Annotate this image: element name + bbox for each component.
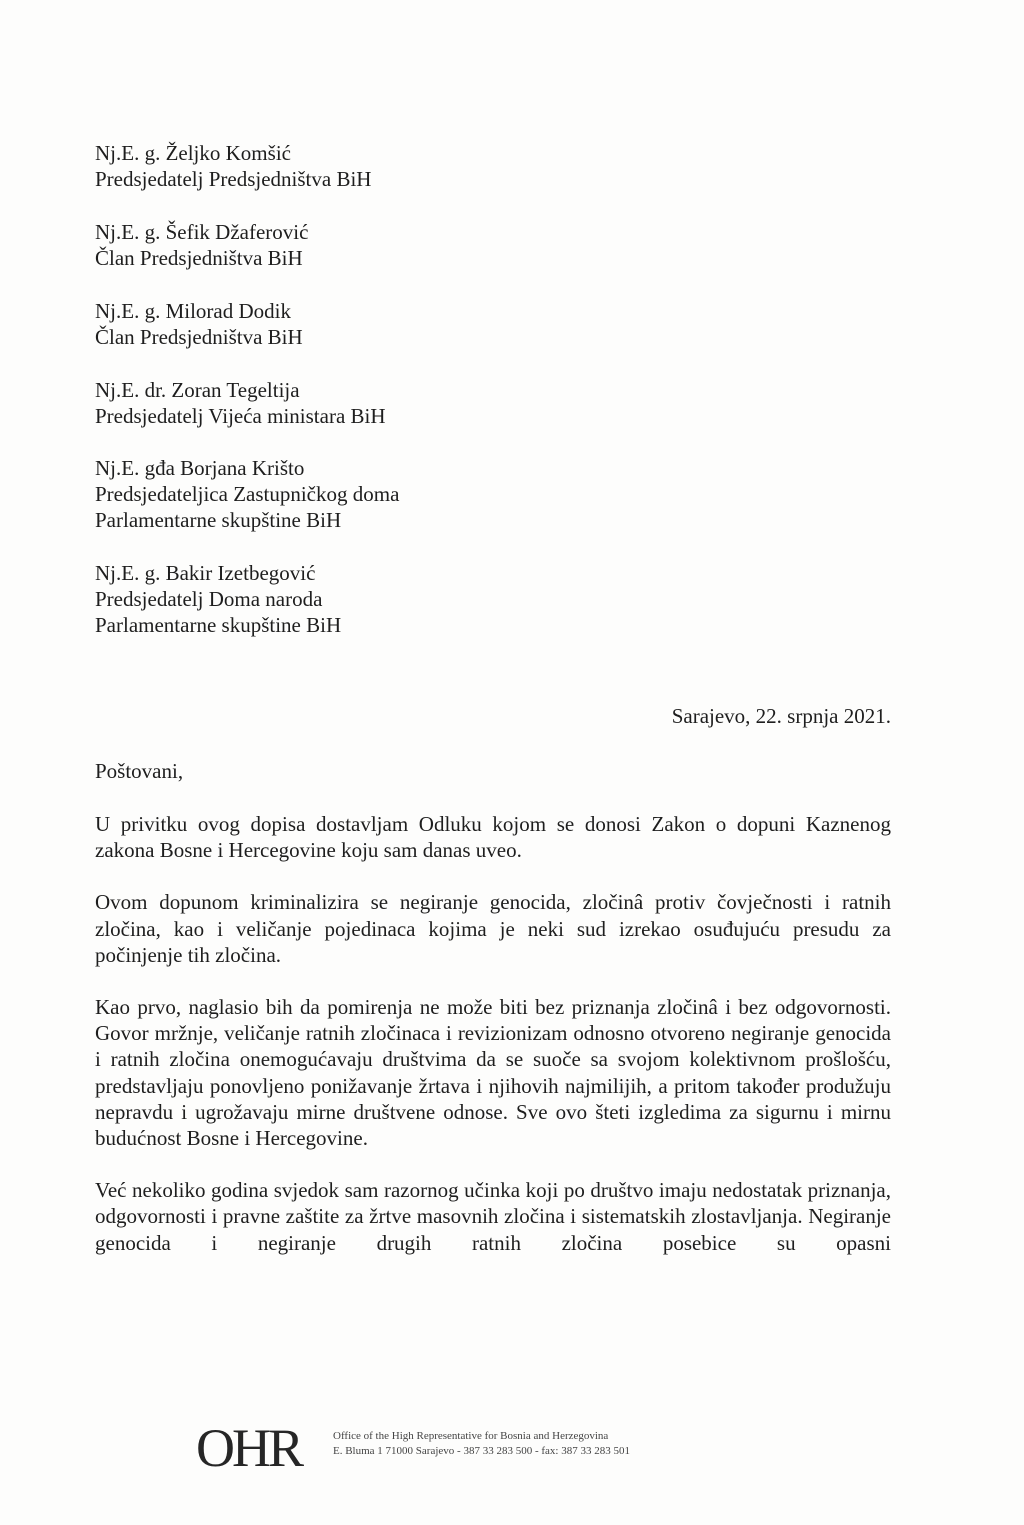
body-paragraph: U privitku ovog dopisa dostavljam Odluku kojom se donosi Zakon o dopuni Kaznenog zakona Bosne i Hercegovine koju sam danas uveo. (95, 812, 891, 863)
recipient-name: Nj.E. dr. Zoran Tegeltija (95, 378, 300, 402)
recipient-name: Nj.E. g. Šefik Džaferović (95, 220, 309, 244)
ohr-logo: OHR (196, 1418, 302, 1478)
recipient-title: Predsjedateljica Zastupničkog doma (95, 482, 400, 506)
recipient-title: Predsjedatelj Doma naroda (95, 587, 323, 611)
footer-contact (333, 1429, 630, 1459)
letterhead-footer (196, 1418, 816, 1478)
office-address: E. Bluma 1 71000 Sarajevo - 387 33 283 500 - fax: 387 33 283 501 (333, 1445, 630, 1457)
recipient-block (95, 298, 695, 350)
body-paragraph: Već nekoliko godina svjedok sam razornog učinka koji po društvo imaju nedostatak priznanja, odgovornosti i pravne zaštite za žrtve masovnih zločina i sistematskih zlostavljanja. Negiranje genocida i negiranje drugih ratnih zločina posebice su opasni (95, 1178, 891, 1255)
body-paragraph: Ovom dopunom kriminalizira se negiranje genocida, zločinâ protiv čovječnosti i ratnih zločina, kao i veličanje pojedinaca kojima je neki sud izrekao osuđujuću presudu za počinjenje tih zločina. (95, 890, 891, 967)
recipient-block (95, 219, 695, 271)
office-name: Office of the High Representative for Bosnia and Herzegovina (333, 1430, 609, 1442)
recipient-name: Nj.E. g. Željko Komšić (95, 141, 291, 165)
recipient-name: Nj.E. gđa Borjana Krišto (95, 456, 305, 480)
letter-body (95, 811, 891, 1282)
body-paragraph: Kao prvo, naglasio bih da pomirenja ne može biti bez priznanja zločinâ i bez odgovornosti. Govor mržnje, veličanje ratnih zločinaca i revizionizam odnosno otvoreno negiranje genocida i ratnih zločina onemogućavaju društvima da se suoče sa svojom kolektivnom prošlošću, predstavljaju ponovljeno ponižavanje žrtava i njihovih najmilijih, a pritom također produžuju nepravdu i ugrožavaju mirne društvene odnose. Sve ovo šteti izgledima za sigurnu i mirnu budućnost Bosne i Hercegovine. (95, 995, 891, 1151)
recipient-title: Predsjedatelj Vijeća ministara BiH (95, 404, 386, 428)
recipient-block (95, 377, 695, 429)
recipient-title: Član Predsjedništva BiH (95, 325, 303, 349)
letter-date: Sarajevo, 22. srpnja 2021. (671, 704, 891, 728)
recipient-institution: Parlamentarne skupštine BiH (95, 508, 342, 532)
recipient-institution: Parlamentarne skupštine BiH (95, 613, 342, 637)
recipient-block (95, 560, 695, 638)
recipient-block (95, 140, 695, 192)
recipient-name: Nj.E. g. Milorad Dodik (95, 299, 291, 323)
recipient-list (95, 140, 695, 665)
recipient-name: Nj.E. g. Bakir Izetbegović (95, 561, 316, 585)
recipient-title: Predsjedatelj Predsjedništva BiH (95, 167, 372, 191)
letter-greeting: Poštovani, (95, 759, 184, 783)
recipient-title: Član Predsjedništva BiH (95, 246, 303, 270)
recipient-block (95, 455, 695, 533)
